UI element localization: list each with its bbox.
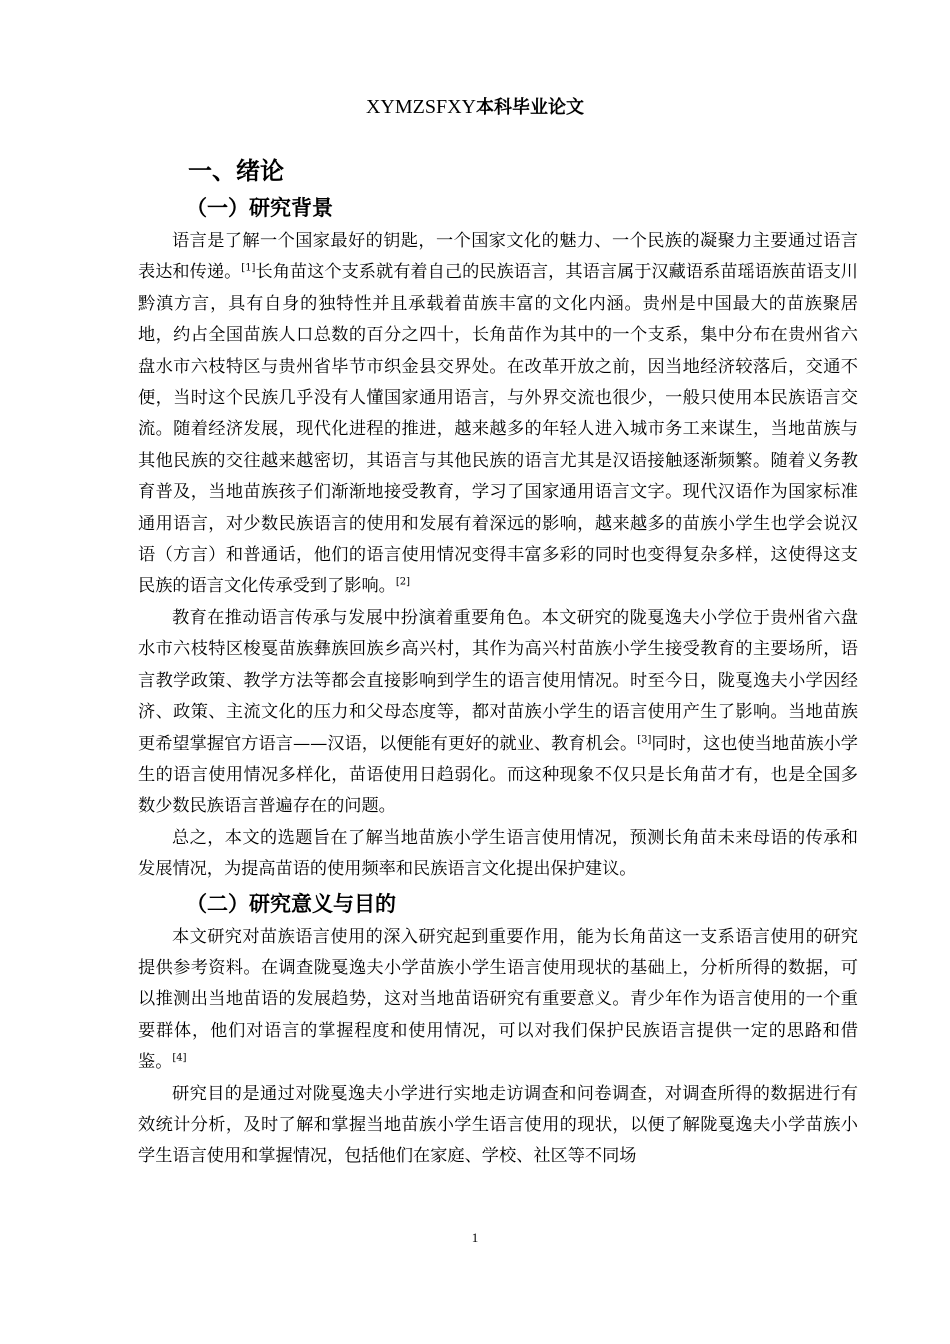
paragraph: 总之，本文的选题旨在了解当地苗族小学生语言使用情况，预测长角苗未来母语的传承和发展情况，为提高苗语的使用频率和民族语言文化提出保护建议。 bbox=[138, 827, 858, 880]
chapter-title: 一、绪论 bbox=[188, 157, 284, 185]
header-school-code: XYMZSFXY bbox=[365, 96, 477, 118]
document-body bbox=[138, 152, 858, 1173]
section-title-significance: （二）研究意义与目的 bbox=[186, 891, 396, 916]
citation: [4] bbox=[172, 1052, 187, 1064]
paragraph: 研究目的是通过对陇戛逸夫小学进行实地走访调查和问卷调查，对调查所得的数据进行有效统计分析，及时了解和掌握当地苗族小学生语言使用的现状，以便了解陇戛逸夫小学苗族小学生语言使用和掌握情况，包括他们在家庭、学校、社区等不同场 bbox=[138, 1083, 858, 1167]
paragraph bbox=[138, 603, 858, 823]
paragraph bbox=[138, 922, 858, 1079]
section-title-background: （一）研究背景 bbox=[186, 196, 333, 220]
citation: [1] bbox=[241, 262, 256, 274]
paragraph-text: 长角苗这个支系就有着自己的民族语言，其语言属于汉藏语系苗瑶语族苗语支川黔滇方言，具有自身的独特性并且承载着苗族丰富的文化内涵。贵州是中国最大的苗族聚居地，约占全国苗族人口总数的百分之四十，长角苗作为其中的一个支系，集中分布在贵州省六盘水市六枝特区与贵州省毕节市织金县交界处。在改革开放之前，因当地经济较落后，交通不便，当时这个民族几乎没有人懂国家通用语言，与外界交流也很少，一般只使用本民族语言交流。随着经济发展，现代化进程的推进，越来越多的年轻人进入城市务工来谋生，当地苗族与其他民族的交往越来越密切，其语言与其他民族的语言尤其是汉语接触逐渐频繁。随着义务教育普及，当地苗族孩子们渐渐地接受教育，学习了国家通用语言文字。现代汉语作为国家标准通用语言，对少数民族语言的使用和发展有着深远的影响，越来越多的苗族小学生也学会说汉语（方言）和普通话，他们的语言使用情况变得丰富多彩的同时也变得复杂多样，这使得这支民族的语言文化传承受到了影响。 bbox=[138, 262, 858, 597]
paragraph-text: 语言是了解一个国家最好的钥匙，一个国家文化的魅力、一个民族的凝聚力主要通过语言表达和传递。 bbox=[138, 231, 858, 283]
paragraph-text: 同时，这也使当地苗族小学生的语言使用情况多样化，苗语使用日趋弱化。而这种现象不仅只是长角苗才有，也是全国多数少数民族语言普遍存在的问题。 bbox=[138, 733, 858, 817]
paragraph bbox=[138, 226, 858, 603]
page-header bbox=[0, 94, 950, 121]
paragraph-text: 教育在推动语言传承与发展中扮演着重要角色。本文研究的陇戛逸夫小学位于贵州省六盘水市六枝特区梭戛苗族彝族回族乡高兴村，其作为高兴村苗族小学生接受教育的主要场所，语言教学政策、教学方法等都会直接影响到学生的语言使用情况。时至今日，陇戛逸夫小学因经济、政策、主流文化的压力和父母态度等，都对苗族小学生的语言使用产生了影响。当地苗族更希望掌握官方语言——汉语，以便能有更好的就业、教育机会。 bbox=[138, 607, 858, 754]
header-title: 本科毕业论文 bbox=[476, 97, 585, 118]
paragraph-text: 本文研究对苗族语言使用的深入研究起到重要作用，能为长角苗这一支系语言使用的研究提供参考资料。在调查陇戛逸夫小学苗族小学生语言使用现状的基础上，分析所得的数据，可以推测出当地苗语的发展趋势，这对当地苗语研究有重要意义。青少年作为语言使用的一个重要群体，他们对语言的掌握程度和使用情况，可以对我们保护民族语言提供一定的思路和借鉴。 bbox=[138, 926, 858, 1073]
page-number: 1 bbox=[471, 1230, 479, 1245]
citation: [3] bbox=[637, 733, 652, 745]
citation: [2] bbox=[395, 576, 410, 588]
